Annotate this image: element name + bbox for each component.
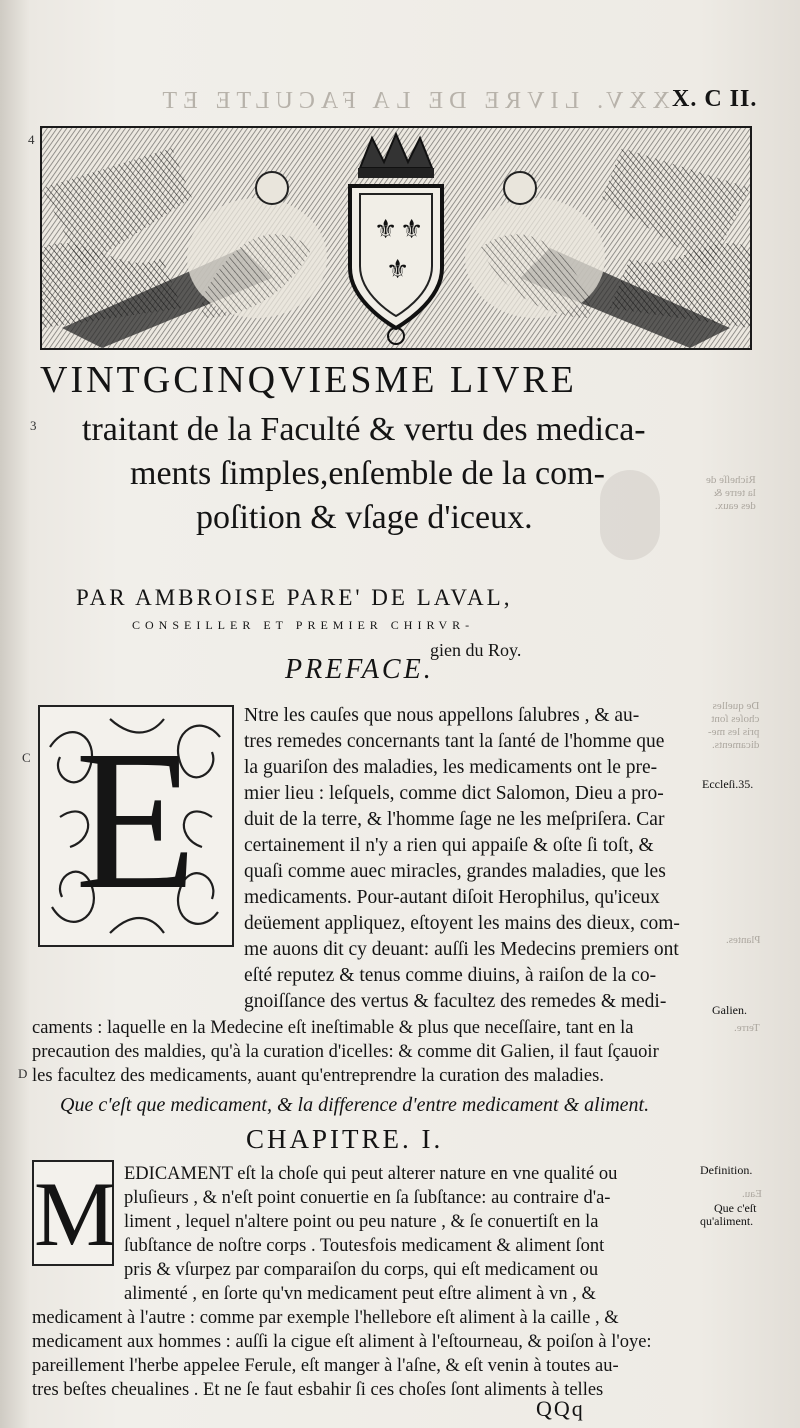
ghost-note-c: Plantes. [726, 934, 761, 946]
dropcap-m [32, 1160, 114, 1266]
preface-line: mier lieu : leſquels, comme dict Salomon, Dieu a pro- [244, 783, 664, 804]
ghost-note-a: Richeſſe de la terre & des eaux. [706, 474, 756, 512]
preface-line: deüement appliquez, eſtoyent les mains des dieux, com- [244, 913, 680, 934]
office-line-2: gien du Roy. [430, 640, 522, 660]
preface-line: duit de la terre, & l'homme ſage ne les meſpriſera. Car [244, 809, 665, 830]
preface-line: tres remedes concernants tant la ſanté de l'homme que [244, 731, 665, 752]
margin-note-galien: Galien. [712, 1003, 747, 1017]
title-line-2: ments ſimples,enſemble de la com- [130, 455, 605, 492]
margin-mark-c: C [22, 750, 31, 765]
title-line-3: poſition & vſage d'iceux. [196, 499, 533, 536]
chapter-line: liment , lequel n'altere point ou peu nature , & ſe conuertiſt en la [124, 1212, 599, 1232]
chapter-line: pris & vſurpez par comparaiſon du corps, qui eſt medicament ou [124, 1260, 599, 1280]
preface-line: caments : laquelle en la Medecine eſt ineſtimable & plus que neceſſaire, tant en la [32, 1018, 634, 1038]
chapter-line: medicament aux hommes : auſſi la cigue eſt aliment à l'eſtourneau, & poiſon à l'oye: [32, 1332, 652, 1352]
chapter-line: medicament à l'autre : comme par exemple l'hellebore eſt aliment à la caille , & [32, 1308, 619, 1328]
svg-text:⚜: ⚜ [374, 215, 398, 245]
catchword: QQq [536, 1396, 585, 1421]
chapter-line: pluſieurs , & n'eſt point conuertie en ſa ſubſtance: au contraire d'a- [124, 1188, 611, 1208]
svg-text:⚜: ⚜ [386, 255, 410, 285]
preface-heading: PREFACE. [285, 654, 434, 685]
margin-note-que-cest: Que c'eſt qu'aliment. [700, 1201, 757, 1228]
section-heading: Que c'eſt que medicament, & la difference d'entre medicament & aliment. [60, 1094, 650, 1116]
ink-blotch [600, 470, 660, 560]
folio-number: X. C II. [672, 86, 758, 112]
preface-line: me auons dit cy deuant: auſſi les Medecins premiers ont [244, 939, 679, 960]
book-title: VINTGCINQVIESME LIVRE [40, 359, 577, 401]
preface-line: la guariſon des maladies, les medicaments ont le pre- [244, 757, 658, 778]
chapter-line: tres beſtes cheualines . Et ne ſe faut esbahir ſi ces choſes ſont aliments à telles [32, 1380, 604, 1400]
preface-line: precaution des maldies, qu'à la curation d'icelles: & comme dit Galien, il faut ſçauoir [32, 1042, 659, 1062]
chapter-line: EDICAMENT eſt la choſe qui peut alterer nature en vne qualité ou [124, 1164, 618, 1184]
woodcut-banner [40, 126, 752, 350]
chapter-line: pareillement l'herbe appelee Ferule, eſt manger à l'aſne, & eſt venin à toutes au- [32, 1356, 619, 1376]
dropcap-letter: M [34, 1163, 116, 1265]
chapter-heading: CHAPITRE. I. [246, 1124, 444, 1154]
ghost-note-b: De quelles choſes ſont pris les me- dicaments. [708, 700, 760, 751]
chapter-line: ſubſtance de noſtre corps . Toutesfois medicament & aliment ſont [124, 1236, 605, 1256]
author-line: PAR AMBROISE PARE' DE LAVAL, [76, 585, 513, 610]
preface-line: gnoiſſance des vertus & facultez des remedes & medi- [244, 991, 667, 1012]
svg-text:⚜: ⚜ [400, 215, 424, 245]
ghost-note-d: Terre. [734, 1022, 760, 1034]
title-line-1: traitant de la Faculté & vertu des medica- [82, 411, 646, 448]
margin-mark-a: 4 [28, 132, 35, 147]
margin-note-eccles: Eccleſi.35. [702, 777, 754, 791]
preface-line: medicaments. Pour-autant diſoit Herophilus, qu'iceux [244, 887, 660, 908]
bleed-through-header: XXV. LIVRE DE LA FACULTE ET [156, 88, 670, 114]
preface-line: eſté reputez & tenus comme diuins, à raiſon de la co- [244, 965, 657, 986]
chapter-line: alimenté , en ſorte qu'vn medicament peut eſtre aliment à vn , & [124, 1284, 596, 1304]
woodcut-illustration-icon [42, 128, 750, 348]
preface-line: quaſi comme auec miracles, grandes maladies, que les [244, 861, 666, 882]
office-line: CONSEILLER ET PREMIER CHIRVR- [132, 618, 475, 632]
preface-line: Ntre les cauſes que nous appellons ſalubres , & au- [244, 705, 640, 726]
margin-mark-d: D [18, 1066, 28, 1081]
preface-line: les facultez des medicaments, auant qu'entreprendre la curation des maladies. [32, 1066, 604, 1086]
margin-note-definition: Definition. [700, 1163, 753, 1177]
dropcap-letter: E [74, 710, 198, 931]
ghost-note-e: Eau. [742, 1188, 762, 1200]
margin-mark-b: 3 [30, 418, 37, 433]
preface-line: certainement il n'y a rien qui appaiſe & oſte ſi toſt, & [244, 835, 654, 856]
dropcap-e [38, 705, 234, 947]
